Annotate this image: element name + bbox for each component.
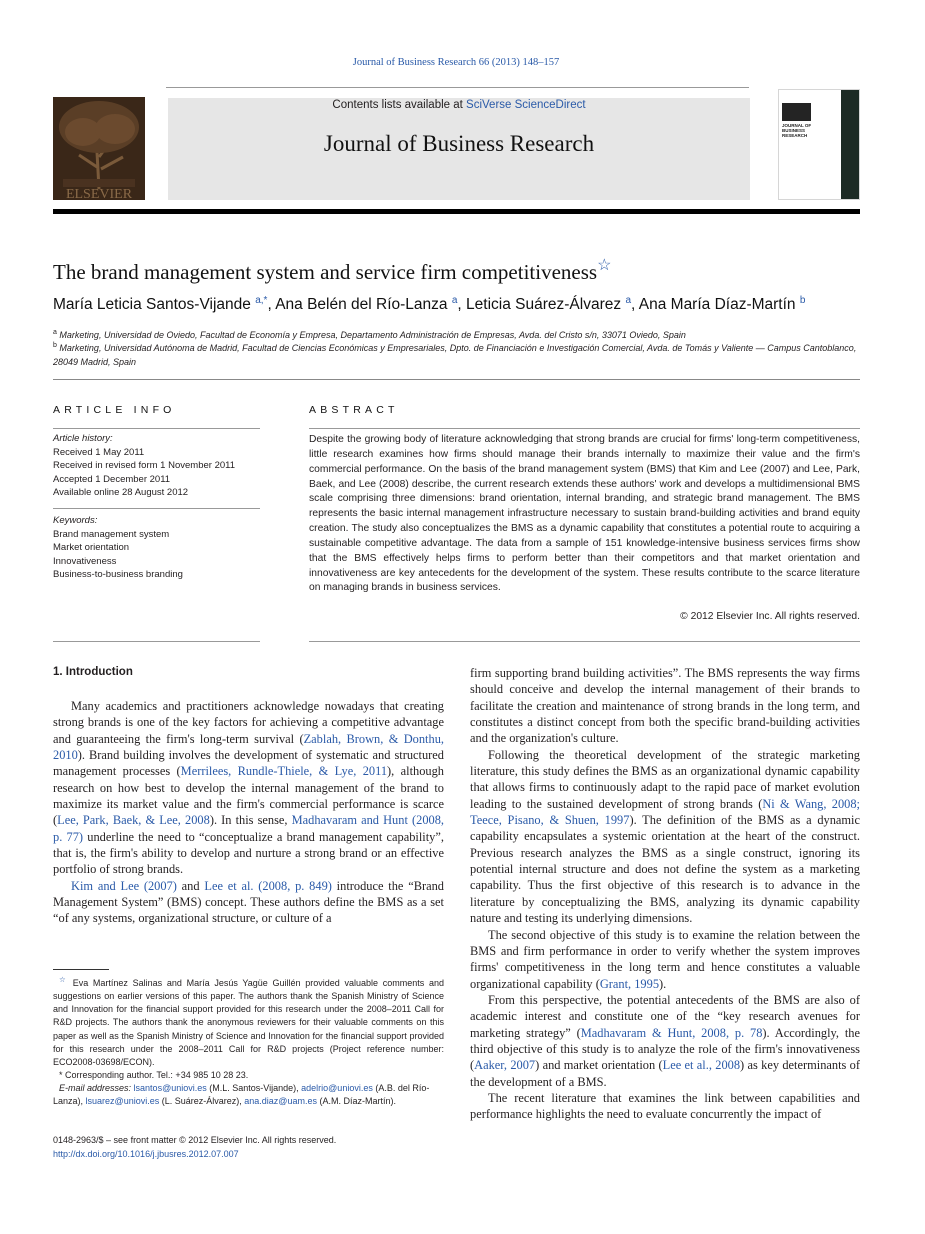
body-text: ) as key determinants of the development of a BMS. [470, 1058, 860, 1089]
email-owner: (A.B. del Río-Lanza) [53, 1083, 430, 1107]
citation-link[interactable]: Merrilees, Rundle-Thiele, & Lye, 2011 [180, 764, 388, 779]
citation-link[interactable]: Lee et al. (2008, p. 849) [204, 878, 332, 893]
author-affiliation-mark[interactable]: b [799, 295, 806, 306]
affiliation-rule [53, 379, 860, 380]
body-text: ). Brand building involves the development of systematic and structured management processes ( [53, 748, 444, 779]
cover-title: JOURNAL OF BUSINESS RESEARCH [782, 123, 812, 138]
affiliation-text: Marketing, Universidad Autónoma de Madrid, Facultad de Ciencias Económicas y Empresariales, Dpto. de Financiación e Investigación Comercial, Avda. de Tomás y Valiente — Campus Cantoblanco, 28049 Madrid, Spain [53, 343, 857, 367]
body-text: ). [659, 976, 667, 991]
article-history [53, 432, 260, 500]
header-thick-rule [53, 209, 860, 214]
citation-link[interactable]: Kim and Lee (2007) [71, 878, 177, 893]
body-column-left [53, 698, 444, 927]
keyword-item: Business-to-business branding [53, 569, 183, 580]
article-info-heading: ARTICLE INFO [53, 404, 176, 416]
keywords-heading: Keywords: [53, 515, 98, 526]
elsevier-logo [53, 97, 145, 200]
author-separator: , [457, 296, 467, 314]
footnote-star-icon: ☆ [59, 975, 68, 984]
body-text: From this perspective, the potential antecedents of the BMS are also of academic interest and constitute one of the “key research avenues for marketing strategy” ( [470, 992, 860, 1040]
sciencedirect-link[interactable]: SciVerse ScienceDirect [466, 99, 586, 111]
abstract-rule [309, 428, 860, 429]
footnote-rule [53, 969, 109, 970]
body-text: ). The definition of the BMS as a dynamic capability encapsulates a systemic orientation at the heart of the construct. Previous research analyzes the BMS as a single construct, ignoring its potential internal structure and does not define the system as a marketing capability. Thus the first objective of this research is to advance in the literature by conceptualizing the BMS, analyzing its dynamic capability nature and testing its underlying dimensions. [470, 813, 860, 926]
citation-link[interactable]: Lee, Park, Baek, & Lee, 2008 [57, 813, 210, 828]
journal-title: Journal of Business Research [323, 131, 595, 156]
keyword-item: Brand management system [53, 528, 170, 540]
article-title-text: The brand management system and service firm competitiveness [53, 260, 598, 284]
author-name: Ana María Díaz-Martín [638, 296, 796, 314]
affiliation-b [53, 339, 860, 369]
affiliation-mark: b [53, 342, 57, 349]
citation-link[interactable]: Lee et al., 2008 [662, 1058, 741, 1073]
acknowledgement-note: Eva Martínez Salinas and María Jesús Yagüe Guillén provided valuable comments and suggestions on earlier versions of this paper. The authors thank the Spanish Ministry of Science and Innovation for the financial support provided for this research under the 2008–2011 Call for R&D projects. The authors thank the anonymous reviewers for their valuable comments on this paper as well as the Spanish Ministry of Science and Innovation for the financial support provided for this research under the 2008–2011 Call for R&D projects (Project reference number: ECO2008-03698/ECON). [53, 978, 444, 1067]
body-text: ), although research on how best to develop the internal management of the brand to maximize its market value and the firm's commercial performance is scarce ( [53, 764, 445, 828]
citation-link[interactable]: Aaker, 2007 [474, 1058, 536, 1073]
body-text: ) and market orientation ( [535, 1058, 663, 1073]
email-link[interactable]: lsuarez@uniovi.es [85, 1096, 160, 1107]
footnotes: ☆ Eva Martínez Salinas and María Jesús Yagüe Guillén provided valuable comments and suggestions on earlier versions of this paper. The authors thank the Spanish Ministry of Science and Innovation for the financial support provided for this research under the 2008–2011 Call for R&D projects. The authors thank the anonymous reviewers for their valuable comments on this paper as well as the Spanish Ministry of Science and Innovation for the financial support provided for this research under the 2008–2011 Call for R&D projects (Project reference number: ECO2008-03698/ECON). * Corresponding author. Tel.: +34 985 10 28 23. E-mail addresses: lsantos@uniovi.es (M.L. Santos-Vijande), adelrio@uniovi.es (A.B. del Río-Lanza), lsuarez@uniovi.es (L. Suárez-Álvarez), ana.diaz@uam.es (A.M. Díaz-Martín). [53, 975, 444, 1107]
email-link[interactable]: lsantos@uniovi.es [133, 1083, 207, 1094]
citation-link[interactable]: Ni & Wang, 2008; Teece, Pisano, & Shuen, 1997 [470, 796, 860, 828]
body-text: introduce the “Brand Management System” (BMS) concept. These authors define the BMS as a set “of any systems, organizational structure, or culture of a [53, 878, 444, 926]
abstract-rule [309, 641, 860, 642]
article-title [53, 255, 611, 285]
body-paragraph [470, 747, 860, 927]
citation-link[interactable]: Zablah, Brown, & Donthu, 2010 [53, 731, 444, 763]
issn-block [53, 1134, 336, 1161]
email-label: E-mail addresses: [59, 1083, 132, 1094]
body-text: and [176, 878, 205, 893]
body-paragraph [53, 698, 444, 878]
article-info-rule [53, 641, 260, 642]
body-paragraph [53, 878, 444, 927]
cover-strip [841, 90, 859, 199]
email-owner: (M.L. Santos-Vijande) [209, 1083, 297, 1094]
contents-prefix: Contents lists available at [332, 99, 467, 111]
body-paragraph [470, 927, 860, 992]
body-text: The recent literature that examines the link between capabilities and performance highlights the need to evaluate concurrently the impact of [470, 1090, 860, 1122]
journal-reference-link[interactable]: Journal of Business Research 66 (2013) 148–157 [352, 57, 560, 68]
body-text: ). Accordingly, the third objective of this study is to analyze the role of the firm's innovativeness ( [470, 1025, 860, 1073]
history-item: Available online 28 August 2012 [53, 487, 189, 498]
author-name: Ana Belén del Río-Lanza [275, 296, 448, 314]
body-text: The second objective of this study is to examine the relation between the BMS and firm performance in order to verify whether the system improves firms' competitiveness in the long term and hence constitutes a valuable organizational capability ( [470, 927, 860, 991]
citation-link[interactable]: Madhavaram & Hunt, 2008, p. 78 [580, 1025, 763, 1040]
email-link[interactable]: ana.diaz@uam.es [244, 1096, 317, 1107]
doi-link[interactable]: http://dx.doi.org/10.1016/j.jbusres.2012.07.007 [53, 1148, 239, 1159]
section-heading: 1. Introduction [53, 666, 133, 678]
affiliation-text: Marketing, Universidad de Oviedo, Facultad de Economía y Empresa, Departamento Administración de Empresas, Avda. del Cristo s/n, 33071 Oviedo, Spain [59, 330, 686, 340]
affiliation-mark: a [53, 329, 57, 336]
article-info-rule [53, 508, 260, 509]
author-separator: , [267, 296, 276, 314]
body-text: ). In this sense, [209, 813, 292, 828]
history-item: Received in revised form 1 November 2011 [53, 460, 235, 471]
body-paragraph [470, 1090, 860, 1123]
body-paragraph [470, 665, 860, 747]
body-column-right [470, 665, 860, 1123]
citation-link[interactable]: Grant, 1995 [599, 976, 660, 991]
body-paragraph [470, 992, 860, 1090]
email-link[interactable]: adelrio@uniovi.es [301, 1083, 373, 1094]
corresponding-mark: * [59, 1070, 63, 1081]
keyword-item: Innovativeness [53, 555, 117, 567]
history-heading: Article history: [53, 433, 113, 444]
abstract-copyright: © 2012 Elsevier Inc. All rights reserved. [680, 611, 860, 622]
author-name: María Leticia Santos-Vijande [53, 296, 251, 314]
abstract-text: Despite the growing body of literature acknowledging that strong brands are crucial for firms' long-term competitiveness, little research examines how firms should manage their brands internally to maximize their value and the firm's commercial performance. On the basis of the brand management system (BMS) that Kim and Lee (2007) and Lee, Park, Baek, and Lee (2008) describe, the current research extends these authors' work and develops a multidimensional BMS scale comprising three dimensions: brand orientation, internal branding, and strategic brand management. The BMS represents the basic internal management infrastructure necessary to sustain brand-building activities and brand equity creation. The study also conceptualizes the BMS as a dynamic capability that constitutes a potential route to acquiring a sustainable competitive advantage. The data from a sample of 151 knowledge-intensive business services firms show that the BMS effectively helps firms to perform better than their competitors and that market orientation and innovativeness are key antecedents for the development of the system. These results contribute to the scarce literature on managing brands in business services. [309, 434, 860, 594]
keywords [53, 514, 260, 582]
elsevier-logo-text: ELSEVIER [65, 187, 133, 200]
history-item: Received 1 May 2011 [53, 446, 145, 458]
title-footnote-star-icon[interactable]: ☆ [597, 257, 612, 274]
elsevier-tree-icon [53, 97, 145, 200]
contents-line [168, 99, 750, 111]
email-owner: (A.M. Díaz-Martín). [319, 1096, 396, 1107]
body-text: firm supporting brand building activities”. The BMS represents the way firms should conceive and develop the internal management of their brands to facilitate the creation and maintenance of strong brands in the long term, and constitutes a distinct concept from both the specific brand-building activities and the organization's culture. [470, 666, 860, 746]
author-affiliation-mark[interactable]: a [451, 295, 458, 306]
author-affiliation-mark[interactable]: a [625, 295, 631, 306]
citation-link[interactable]: Madhavaram and Hunt (2008, p. 77) [53, 813, 445, 844]
body-text: Following the theoretical development of the strategic marketing literature, this study defines the BMS as an organizational dynamic capability that allows firms to continuously adapt to the rapid pace of market evolution leading to the sustained development of strong brands ( [470, 747, 860, 811]
header-rule [166, 87, 749, 88]
body-text: Many academics and practitioners acknowledge nowadays that creating strong brands is one of the key factors for achieving a competitive advantage and guaranteeing the firm's long-term survival ( [53, 699, 444, 746]
journal-cover [778, 89, 860, 200]
author-separator: , [631, 296, 639, 314]
author-affiliation-mark[interactable]: a,* [255, 295, 268, 306]
cover-graphic [782, 103, 811, 121]
article-info-rule [53, 428, 260, 429]
author-list [53, 295, 805, 314]
history-item: Accepted 1 December 2011 [53, 473, 171, 485]
author-name: Leticia Suárez-Álvarez [466, 296, 622, 314]
abstract-heading: ABSTRACT [309, 404, 399, 416]
keyword-item: Market orientation [53, 542, 130, 553]
corresponding-note: Corresponding author. Tel.: +34 985 10 28 23. [65, 1070, 249, 1081]
issn-line: 0148-2963/$ – see front matter © 2012 Elsevier Inc. All rights reserved. [53, 1135, 337, 1145]
body-text: underline the need to “conceptualize a brand management capability”, that is, the firm's ability to develop and nurture a strong brand or an effective portfolio of strong brands. [53, 829, 444, 877]
email-owner: (L. Suárez-Álvarez) [161, 1096, 240, 1107]
